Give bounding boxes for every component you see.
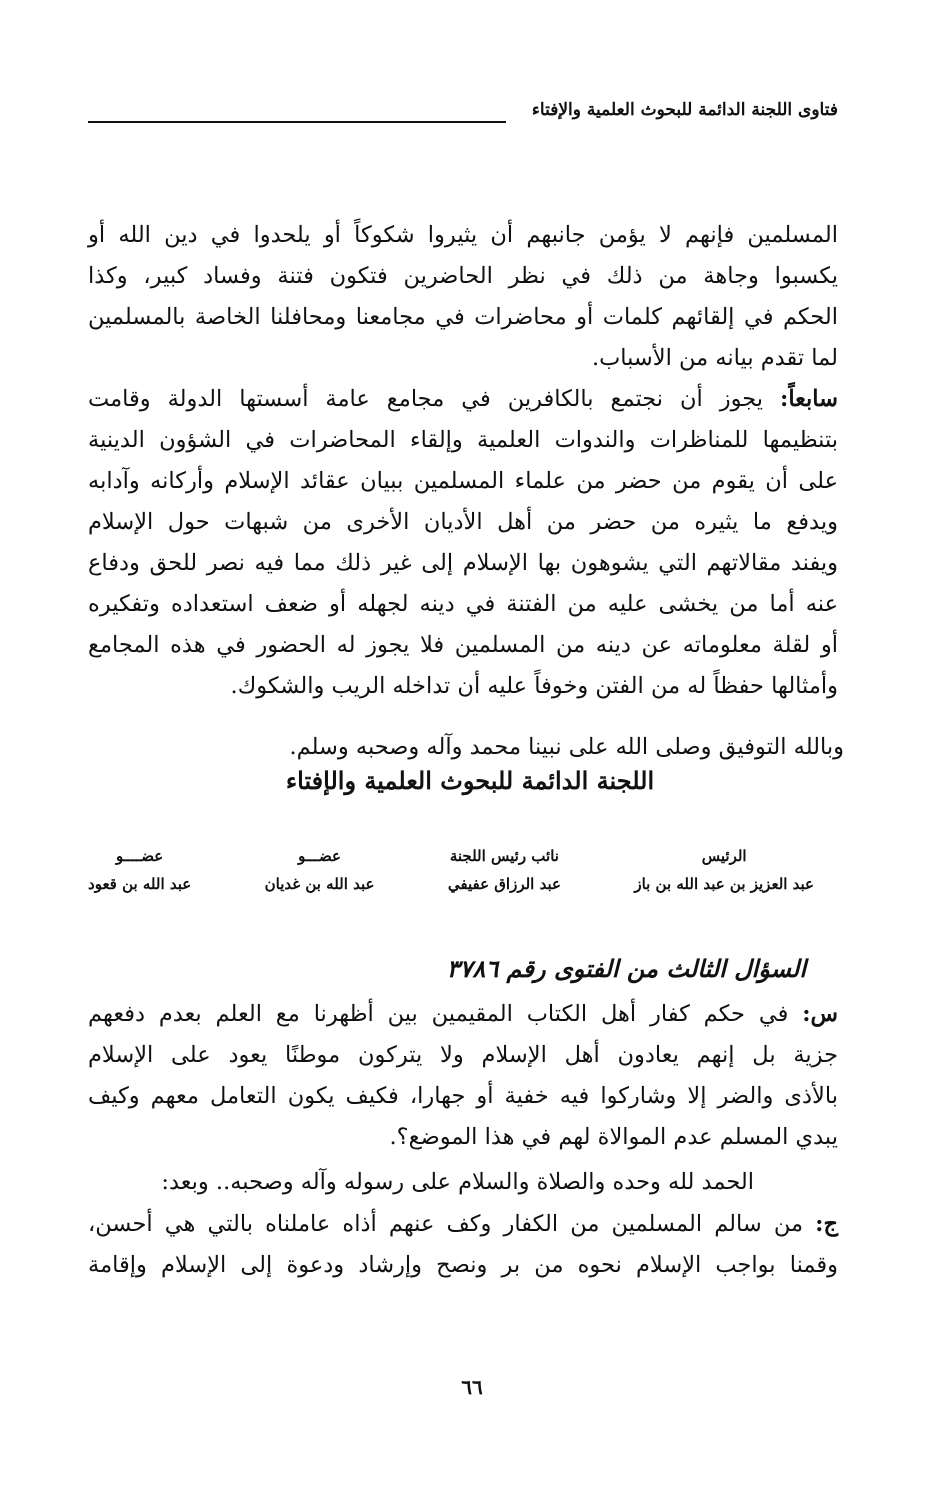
signature-role: عضــــو — [115, 847, 164, 865]
paragraph-lead: سابعاً: — [780, 386, 839, 412]
signature-block — [88, 842, 814, 898]
question-lead: س: — [802, 1001, 838, 1027]
text-line: أو لقلة معلوماته عن دينه من المسلمين فلا يجوز له الحضور في هذه المجامع — [88, 632, 838, 658]
text-line: الحكم في إلقائهم كلمات أو محاضرات في مجامعنا ومحافلنا الخاصة بالمسلمين — [88, 304, 838, 330]
text-line — [88, 1204, 838, 1245]
text-line: بتنظيمها للمناظرات والندوات العلمية وإلقاء المحاضرات في الشؤون الدينية — [88, 427, 838, 453]
text-line-body: في حكم كفار أهل الكتاب المقيمين بين أظهرنا مع العلم بعدم دفعهم — [88, 1001, 789, 1027]
signature-name: عبد الله بن قعود — [88, 875, 192, 893]
praise-opening: الحمد لله وحده والصلاة والسلام على رسوله وآله وصحبه.. وبعد: — [161, 1169, 754, 1195]
signature-name: عبد العزيز بن عبد الله بن باز — [634, 875, 814, 893]
signature-name: عبد الله بن غديان — [264, 875, 375, 893]
text-line: ويدفع ما يثيره من حضر من أهل الأديان الأخرى من شبهات حول الإسلام — [88, 509, 838, 535]
text-line: بالأذى والضر إلا وشاركوا فيه خفية أو جهارا، فكيف يكون التعامل معهم وكيف — [88, 1083, 838, 1109]
text-line: يكسبوا وجاهة من ذلك في نظر الحاضرين فتكون فتنة وفساد كبير، وكذا — [88, 263, 838, 289]
signature-chairman — [634, 842, 814, 898]
signature-role: عضـــو — [298, 847, 341, 865]
closing-prayer: وبالله التوفيق وصلى الله على نبينا محمد وآله وصحبه وسلم. — [289, 734, 844, 760]
answer-paragraph — [88, 1204, 838, 1286]
question-title: السؤال الثالث من الفتوى رقم ٣٧٨٦ — [446, 954, 806, 983]
signature-vice-chairman — [448, 842, 561, 898]
text-line: عنه أما من يخشى عليه من الفتنة في دينه لجهله أو ضعف استعداده وتفكيره — [88, 591, 838, 617]
paragraph-continuation — [88, 215, 838, 379]
committee-name: اللجنة الدائمة للبحوث العلمية والإفتاء — [285, 766, 655, 795]
text-line-body: من سالم المسلمين من الكفار وكف عنهم أذاه عاملناه بالتي هي أحسن، — [88, 1211, 804, 1237]
header-title: فتاوى اللجنة الدائمة للبحوث العلمية والإفتاء — [531, 100, 838, 120]
text-line: ويفند مقالاتهم التي يشوهون بها الإسلام إلى غير ذلك مما فيه نصر للحق ودفاع — [88, 550, 838, 576]
text-line: جزية بل إنهم يعادون أهل الإسلام ولا يتركون موطنًا يعود على الإسلام — [88, 1042, 838, 1068]
text-line: وقمنا بواجب الإسلام نحوه من بر ونصح وإرشاد ودعوة إلى الإسلام وإقامة — [88, 1252, 838, 1278]
text-line: وأمثالها حفظاً له من الفتن وخوفاً عليه أن تداخله الريب والشكوك. — [230, 673, 838, 699]
answer-lead: ج: — [815, 1211, 839, 1237]
header-rule — [88, 121, 506, 123]
running-header — [88, 100, 838, 140]
page-number: ٦٦ — [461, 1375, 483, 1399]
question-paragraph — [88, 994, 838, 1158]
signature-member — [88, 842, 191, 898]
text-line: المسلمين فإنهم لا يؤمن جانبهم أن يثيروا شكوكاً أو يلحدوا في دين الله أو — [88, 222, 838, 248]
text-line: لما تقدم بيانه من الأسباب. — [591, 345, 838, 371]
text-line: على أن يقوم من حضر من علماء المسلمين ببيان عقائد الإسلام وأركانه وآدابه — [88, 468, 838, 494]
text-line — [88, 379, 838, 420]
signature-name: عبد الرزاق عفيفي — [447, 875, 561, 893]
signature-member — [265, 842, 375, 898]
signature-role: نائب رئيس اللجنة — [449, 847, 559, 865]
text-line: يبدي المسلم عدم الموالاة لهم في هذا الموضع؟. — [389, 1124, 838, 1150]
paragraph-seventh — [88, 379, 838, 707]
text-line — [88, 994, 838, 1035]
text-line-body: يجوز أن نجتمع بالكافرين في مجامع عامة أسستها الدولة وقامت — [88, 386, 764, 412]
signature-role: الرئيس — [701, 847, 747, 865]
